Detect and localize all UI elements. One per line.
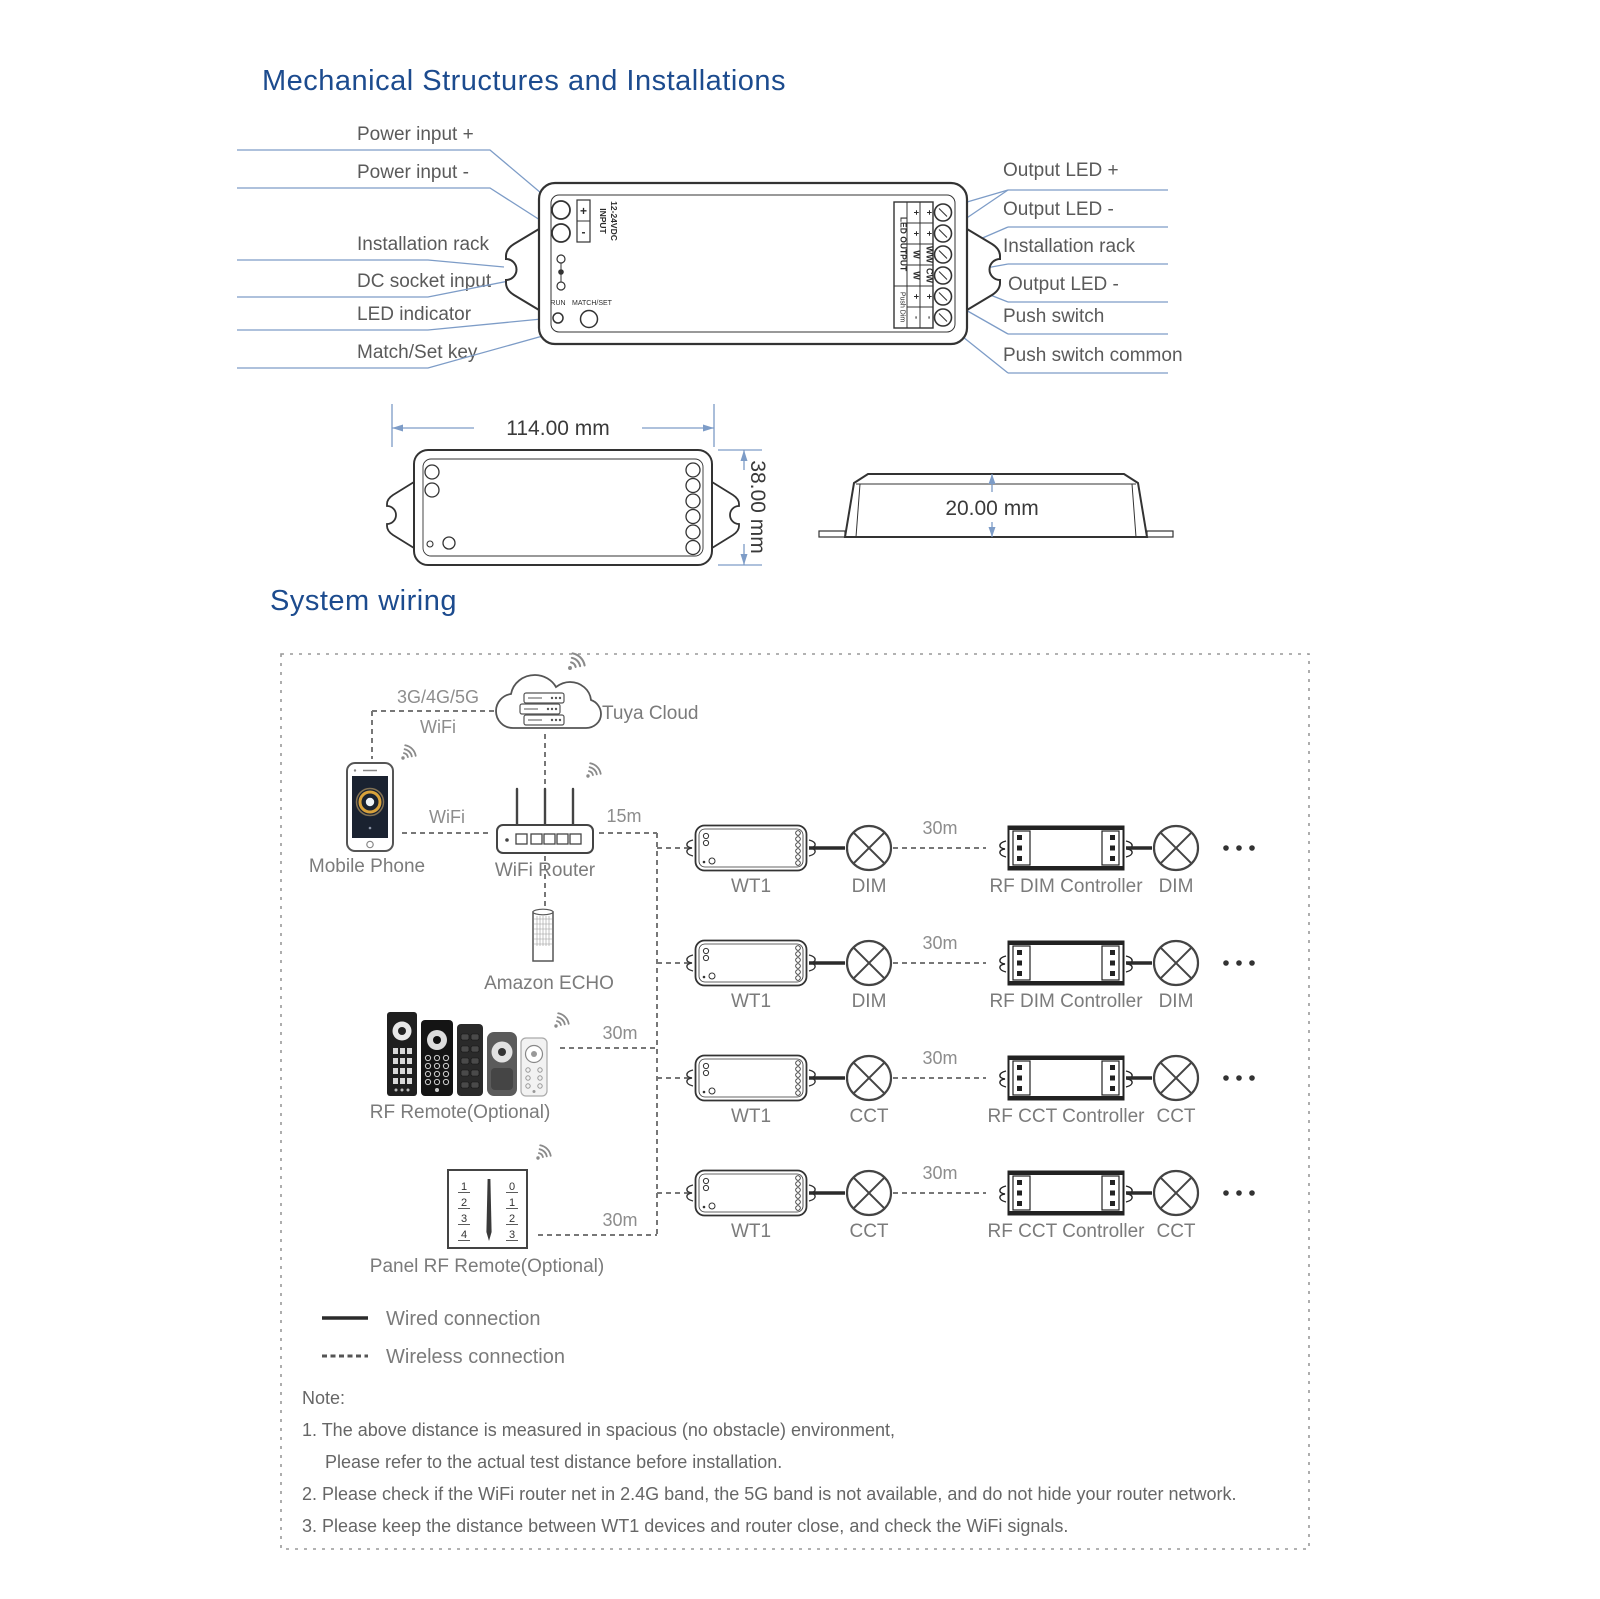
mounting-ear-right [967,229,1000,310]
panel-digit: 0 [508,1181,516,1193]
label-installation-rack-right: Installation rack [1003,236,1136,257]
lamp-label: CCT [1156,1221,1196,1242]
mechanical-section [237,65,1183,565]
panel-digit: 2 [508,1213,516,1225]
wt1-label: WT1 [730,876,772,897]
terminal-cell: W [911,250,922,259]
controller-label: RF CCT Controller [987,1106,1145,1127]
distance-30m-label: 30m [922,818,958,838]
mobile-phone-label: Mobile Phone [308,856,426,877]
dim-lamp-icon [847,826,891,870]
match-set-label: MATCH/SET [572,300,612,307]
push-dim-group-label: Push Dim [898,291,906,323]
controller-label: RF DIM Controller [989,876,1143,897]
distance-15m-label: 15m [606,806,642,826]
dim-width: 114.00 mm [506,417,610,440]
label-dc-socket: DC socket input [357,271,492,292]
terminal-cell: + [924,209,935,216]
label-push-switch-common: Push switch common [1003,345,1183,366]
input-plus-mark: + [579,204,588,218]
controller-label: RF CCT Controller [987,1221,1145,1242]
terminal-cell: W [911,271,922,280]
wt1-device-icon [687,941,815,986]
note-line-2: 2. Please check if the WiFi router net in 2.4G band, the 5G band is not available, and do not hide your router network. [302,1484,1237,1504]
panel-digit: 1 [460,1181,468,1193]
label-power-input-plus: Power input + [357,124,474,145]
label-installation-rack-left: Installation rack [357,234,490,255]
panel-digit: 3 [508,1229,516,1241]
tuya-cloud-label: Tuya Cloud [602,703,699,724]
distance-30m-panel: 30m [602,1210,638,1230]
ellipsis-icon [1223,1190,1255,1196]
side-view-dimension-drawing [819,474,1173,537]
panel-rf-remote-icon [448,1170,527,1248]
panel-digit: 4 [460,1229,468,1241]
mobile-phone-icon [347,763,393,851]
label-output-led-minus-1: Output LED - [1003,199,1114,220]
section-title: System wiring [270,585,457,617]
legend-wired-label: Wired connection [386,1308,541,1330]
panel-digit: 3 [460,1213,468,1225]
tuya-cloud-icon [496,675,601,728]
rf-controller-icon [1000,942,1132,985]
rf-controller-icon [1000,1172,1132,1215]
wt1-label: WT1 [730,1106,772,1127]
wt1-label: WT1 [730,1221,772,1242]
dim-lamp-icon [1154,941,1198,985]
rf-controller-icon [1000,1057,1132,1100]
terminal-cell: WW [924,246,935,263]
led-output-group-label: LED OUTPUT [898,216,909,272]
wt1-label: WT1 [730,991,772,1012]
controller-label: RF DIM Controller [989,991,1143,1012]
note-heading: Note: [302,1388,346,1408]
panel-digit: 1 [508,1197,516,1209]
cct-lamp-icon [1154,1171,1198,1215]
legend [322,1308,565,1368]
distance-30m-label: 30m [922,1048,958,1068]
system-wiring-section [270,585,1309,1549]
run-led [553,313,563,323]
lamp-label: DIM [1158,991,1194,1012]
wiring-row-2 [687,933,1255,1012]
label-output-led-plus: Output LED + [1003,160,1119,181]
distance-30m-label: 30m [922,1163,958,1183]
uplink-wifi-label: WiFi [420,717,456,737]
lamp-label: DIM [1158,876,1194,897]
lamp-label: CCT [849,1221,889,1242]
input-minus-mark: - [581,225,586,239]
label-push-switch: Push switch [1003,306,1105,327]
label-led-indicator: LED indicator [357,304,472,325]
cct-lamp-icon [847,1171,891,1215]
note-line-1b: Please refer to the actual test distance before installation. [325,1452,783,1472]
terminal-cell: CW [924,268,935,283]
terminal-cell: - [911,316,922,319]
wifi-signal-icon [401,745,415,759]
label-output-led-minus-2: Output LED - [1008,274,1119,295]
cct-lamp-icon [847,1056,891,1100]
dim-depth: 20.00 mm [945,497,1039,520]
notes [302,1388,1237,1536]
terminal-cell: + [911,230,922,237]
amazon-echo-icon [533,909,553,961]
distance-30m-remote: 30m [602,1023,638,1043]
wiring-row-4 [687,1163,1255,1242]
cct-lamp-icon [1154,1056,1198,1100]
input-terminal-plus [552,201,570,219]
terminal-cell: + [924,293,935,300]
dim-lamp-icon [1154,826,1198,870]
rf-remote-label: RF Remote(Optional) [369,1102,551,1123]
note-line-1: 1. The above distance is measured in spacious (no obstacle) environment, [302,1420,895,1440]
uplink-type-label: 3G/4G/5G [396,687,480,707]
lamp-label: DIM [851,876,887,897]
wifi-router-icon [497,789,593,853]
input-voltage-label: 12-24VDC [609,201,619,241]
legend-wireless-label: Wireless connection [386,1346,565,1368]
controller-device-drawing [506,183,1000,344]
wt1-device-icon [687,1056,815,1101]
wiring-row-1 [687,818,1255,897]
wt1-device-icon [687,1171,815,1216]
front-view-dimension-drawing [387,404,769,565]
rf-controller-icon [1000,827,1132,870]
wt1-device-icon [687,826,815,871]
terminal-cell: + [911,293,922,300]
panel-rf-remote-label: Panel RF Remote(Optional) [369,1256,605,1277]
wifi-signal-icon [568,653,585,670]
input-label: INPUT [598,208,608,234]
rf-remote-icons [387,1012,547,1096]
ellipsis-icon [1223,1075,1255,1081]
distance-30m-label: 30m [922,933,958,953]
lamp-label: CCT [1156,1106,1196,1127]
lamp-label: CCT [849,1106,889,1127]
wifi-signal-icon [554,1013,568,1027]
ellipsis-icon [1223,960,1255,966]
label-match-set-key: Match/Set key [357,342,478,363]
run-label: RUN [550,300,566,307]
match-set-button [581,311,598,328]
wifi-link-label: WiFi [429,807,465,827]
note-line-3: 3. Please keep the distance between WT1 devices and router close, and check the WiFi signals. [302,1516,1069,1536]
terminal-cell: + [924,230,935,237]
ellipsis-icon [1223,845,1255,851]
terminal-cell: + [911,209,922,216]
input-terminal-minus [552,224,570,242]
terminal-cell: - [924,316,935,319]
wifi-signal-icon [586,763,600,777]
wiring-row-3 [687,1048,1255,1127]
amazon-echo-label: Amazon ECHO [484,973,614,994]
panel-digit: 2 [460,1197,468,1209]
wifi-router-label: WiFi Router [494,860,596,881]
mounting-ear-left [506,229,539,310]
wifi-signal-icon [536,1145,550,1159]
section-title: Mechanical Structures and Installations [262,65,787,97]
label-power-input-minus: Power input - [357,162,469,183]
dim-lamp-icon [847,941,891,985]
dim-height: 38.00 mm [746,460,769,554]
lamp-label: DIM [851,991,887,1012]
